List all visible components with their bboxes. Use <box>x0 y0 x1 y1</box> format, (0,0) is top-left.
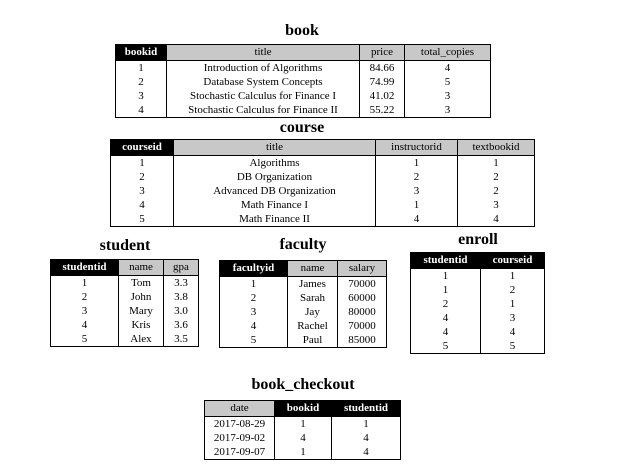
cell: 2017-09-07 <box>213 446 266 458</box>
student-table-title: student <box>99 237 151 254</box>
column-header: name <box>119 260 164 276</box>
column-header: title <box>167 45 360 61</box>
cell: 1 <box>376 156 458 171</box>
cell: 84.66 <box>360 61 405 76</box>
cell: 2 <box>458 170 535 184</box>
table-row <box>411 339 545 354</box>
cell: Sarah <box>288 291 338 305</box>
table-row <box>51 290 199 304</box>
cell: 3 <box>458 198 535 212</box>
cell: 1 <box>138 62 144 74</box>
cell: 4 <box>138 104 144 116</box>
cell: 1 <box>81 277 88 289</box>
cell: 2 <box>250 292 257 304</box>
column-header: studentid <box>51 260 119 276</box>
cell: Jay <box>288 305 338 319</box>
cell: 3 <box>376 184 458 198</box>
column-header: total_copies <box>405 45 491 61</box>
cell: 5 <box>81 333 88 345</box>
cell: 4 <box>139 199 145 211</box>
cell: 3 <box>405 89 491 103</box>
book-checkout-table <box>204 400 401 460</box>
table-row <box>220 277 387 292</box>
table-row <box>411 297 545 311</box>
table-row <box>220 333 387 348</box>
cell: 5 <box>250 334 257 346</box>
column-header: courseid <box>481 253 545 269</box>
column-header: title <box>174 140 376 156</box>
table-row <box>411 311 545 325</box>
table-row <box>51 276 199 291</box>
cell: 1 <box>332 417 401 432</box>
cell: 3.3 <box>164 276 199 291</box>
table-row <box>111 156 535 171</box>
cell: 3 <box>405 103 491 118</box>
cell: John <box>119 290 164 304</box>
book-table-title: book <box>285 22 319 39</box>
table-row <box>51 304 199 318</box>
table-row <box>220 305 387 319</box>
table-row <box>411 283 545 297</box>
cell: 5 <box>405 75 491 89</box>
book-checkout-table-title: book_checkout <box>251 376 355 393</box>
table-row <box>111 198 535 212</box>
cell: 2 <box>139 171 145 183</box>
table-row <box>116 61 491 76</box>
cell: Rachel <box>288 319 338 333</box>
cell: 3.0 <box>164 304 199 318</box>
table-row <box>411 269 545 284</box>
course-table-title: course <box>279 119 325 136</box>
cell: 4 <box>481 325 545 339</box>
cell: 3 <box>139 185 145 197</box>
table-row <box>220 319 387 333</box>
cell: 70000 <box>338 319 387 333</box>
table-row <box>411 325 545 339</box>
cell: 2 <box>458 184 535 198</box>
column-header: bookid <box>116 45 167 61</box>
book-table <box>115 44 491 118</box>
table-row <box>51 318 199 332</box>
cell: Mary <box>119 304 164 318</box>
column-header: bookid <box>275 401 332 417</box>
cell: 1 <box>442 284 449 296</box>
column-header: gpa <box>164 260 199 276</box>
cell: Alex <box>119 332 164 347</box>
enroll-table-title: enroll <box>458 231 498 248</box>
table-row <box>111 184 535 198</box>
cell: 2 <box>376 170 458 184</box>
cell: 1 <box>481 269 545 284</box>
cell: 1 <box>250 278 257 290</box>
table-row <box>220 291 387 305</box>
cell: Database System Concepts <box>167 75 360 89</box>
column-header: instructorid <box>376 140 458 156</box>
table-row <box>205 445 401 460</box>
cell: 60000 <box>338 291 387 305</box>
cell: Kris <box>119 318 164 332</box>
cell: 1 <box>376 198 458 212</box>
course-table <box>110 139 535 227</box>
cell: 5 <box>481 339 545 354</box>
column-header: date <box>205 401 275 417</box>
table-row <box>111 170 535 184</box>
cell: 2 <box>481 283 545 297</box>
cell: 3 <box>81 305 88 317</box>
cell: 2 <box>442 298 449 310</box>
cell: 3.8 <box>164 290 199 304</box>
cell: 1 <box>139 157 145 169</box>
cell: 3 <box>481 311 545 325</box>
table-row <box>205 417 401 432</box>
cell: 3.5 <box>164 332 199 347</box>
cell: 5 <box>442 340 449 352</box>
cell: Tom <box>119 276 164 291</box>
student-table <box>50 259 199 347</box>
cell: 4 <box>376 212 458 227</box>
cell: 2017-09-02 <box>213 432 266 444</box>
column-header: price <box>360 45 405 61</box>
cell: James <box>288 277 338 292</box>
column-header: courseid <box>111 140 174 156</box>
column-header: textbookid <box>458 140 535 156</box>
faculty-table-title: faculty <box>279 236 327 253</box>
cell: Introduction of Algorithms <box>167 61 360 76</box>
cell: 55.22 <box>360 103 405 118</box>
cell: 5 <box>139 213 145 225</box>
cell: 4 <box>250 320 257 332</box>
column-header: salary <box>338 261 387 277</box>
cell: 4 <box>81 319 88 331</box>
cell: Advanced DB Organization <box>174 184 376 198</box>
cell: 41.02 <box>360 89 405 103</box>
table-row <box>51 332 199 347</box>
cell: 4 <box>458 212 535 227</box>
cell: 74.99 <box>360 75 405 89</box>
cell: 4 <box>332 431 401 445</box>
enroll-table <box>410 252 545 354</box>
cell: Stochastic Calculus for Finance I <box>167 89 360 103</box>
cell: 80000 <box>338 305 387 319</box>
cell: 3.6 <box>164 318 199 332</box>
cell: 2 <box>138 76 144 88</box>
cell: 1 <box>275 445 332 460</box>
cell: 2 <box>81 291 88 303</box>
cell: 70000 <box>338 277 387 292</box>
cell: 1 <box>481 297 545 311</box>
table-row <box>116 103 491 118</box>
cell: 1 <box>275 417 332 432</box>
cell: 4 <box>442 326 449 338</box>
cell: Math Finance I <box>174 198 376 212</box>
cell: DB Organization <box>174 170 376 184</box>
cell: 85000 <box>338 333 387 348</box>
column-header: studentid <box>411 253 481 269</box>
faculty-table <box>219 260 387 348</box>
column-header: facultyid <box>220 261 288 277</box>
cell: 4 <box>442 312 449 324</box>
table-row <box>111 212 535 227</box>
column-header: studentid <box>332 401 401 417</box>
cell: Math Finance II <box>174 212 376 227</box>
cell: 4 <box>405 61 491 76</box>
column-header: name <box>288 261 338 277</box>
cell: 2017-08-29 <box>213 418 266 430</box>
cell: 3 <box>138 90 144 102</box>
cell: 4 <box>275 431 332 445</box>
cell: 1 <box>458 156 535 171</box>
table-row <box>116 75 491 89</box>
cell: 4 <box>332 445 401 460</box>
table-row <box>116 89 491 103</box>
cell: Stochastic Calculus for Finance II <box>167 103 360 118</box>
cell: 1 <box>442 270 449 282</box>
cell: Paul <box>288 333 338 348</box>
cell: 3 <box>250 306 257 318</box>
cell: Algorithms <box>174 156 376 171</box>
table-row <box>205 431 401 445</box>
